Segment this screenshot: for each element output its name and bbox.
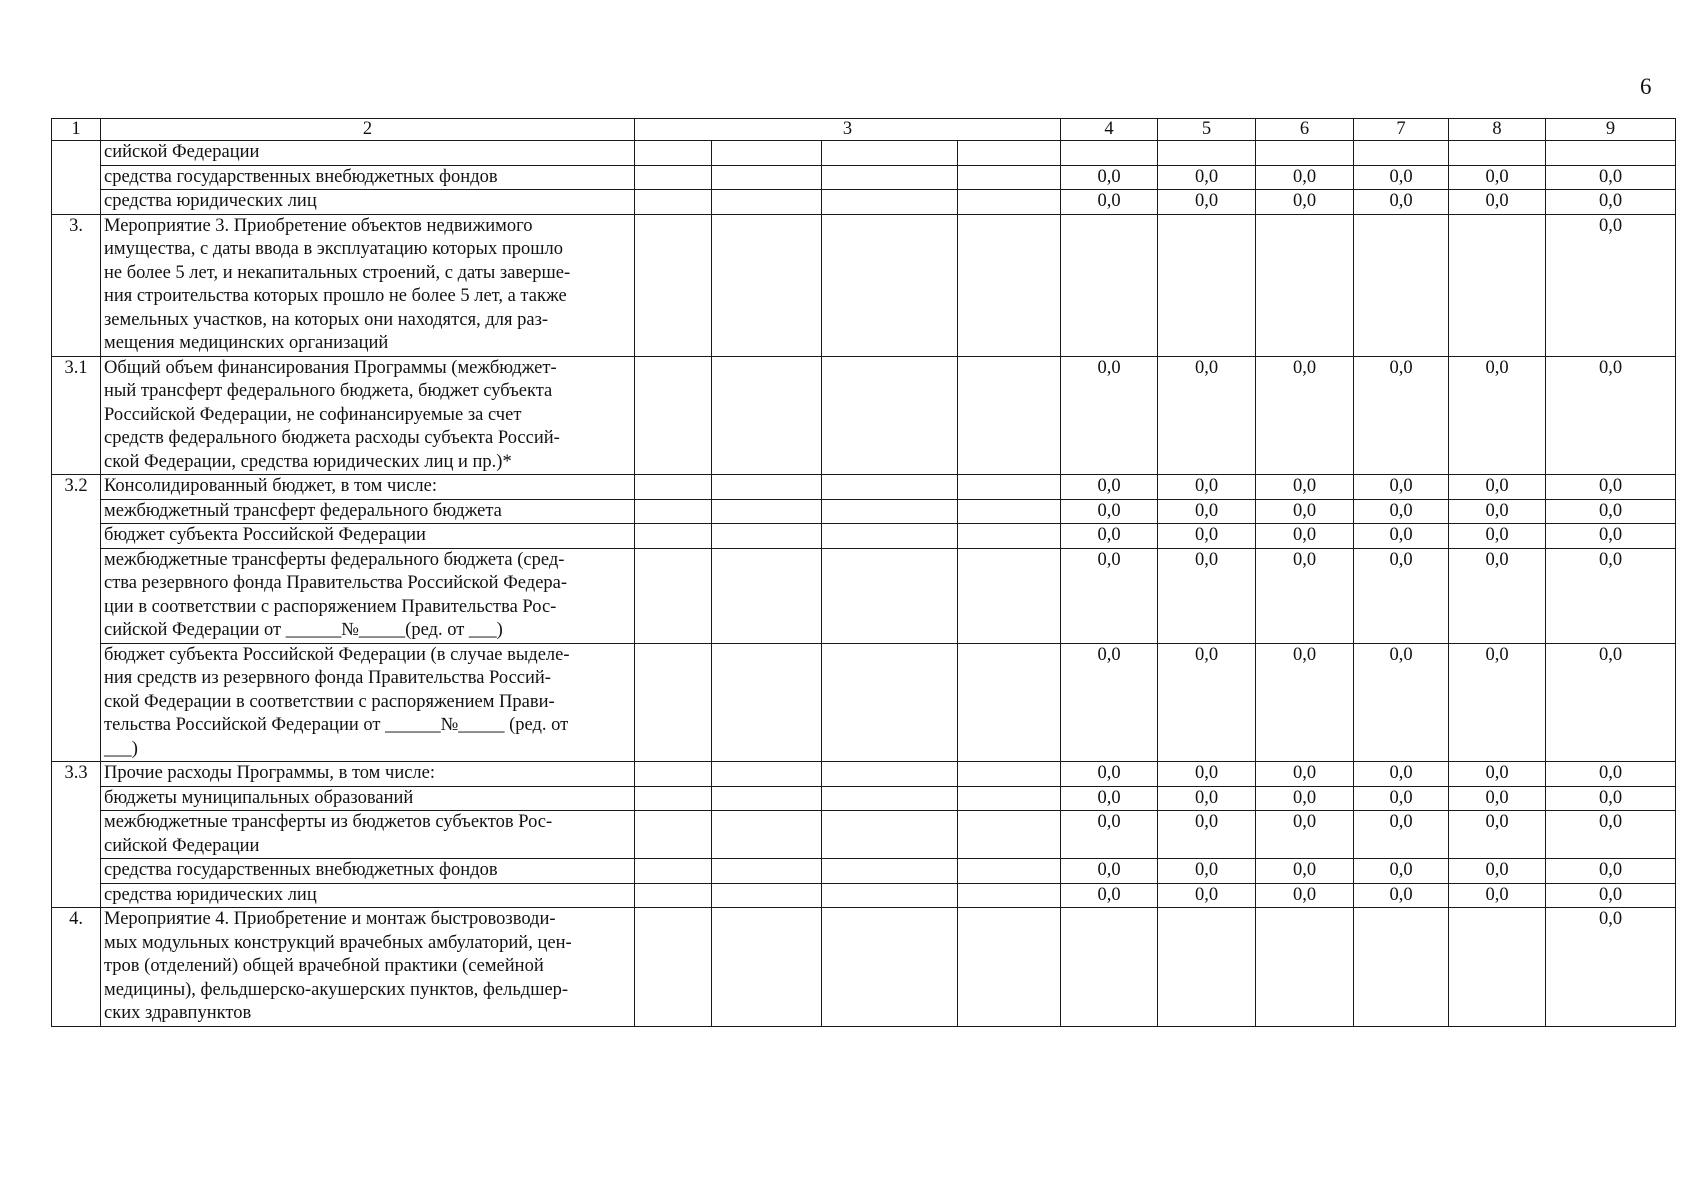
value-cell: 0,0 bbox=[1546, 811, 1676, 859]
value-cell bbox=[1061, 214, 1158, 356]
description-line: средств федерального бюджета расходы субъекта Россий- bbox=[104, 428, 560, 448]
description-line: сийской Федерации bbox=[104, 142, 260, 162]
description-line: ции в соответствии с распоряжением Правительства Рос- bbox=[104, 596, 557, 617]
value-cell: 0,0 bbox=[1449, 883, 1546, 908]
value-cell: 0,0 bbox=[1354, 190, 1449, 215]
value-cell: 0,0 bbox=[1061, 356, 1158, 475]
description-line: средства юридических лиц bbox=[104, 191, 317, 211]
blank-cell bbox=[712, 643, 822, 762]
header-cell: 7 bbox=[1354, 119, 1449, 141]
value-cell bbox=[1449, 141, 1546, 166]
table-row bbox=[52, 475, 1676, 500]
description-line: ___) bbox=[104, 738, 138, 759]
value-cell: 0,0 bbox=[1546, 908, 1676, 1027]
description-line: медицины), фельдшерско-акушерских пунктов, фельдшер- bbox=[104, 979, 569, 1000]
value-cell: 0,0 bbox=[1354, 643, 1449, 762]
row-number: 4. bbox=[52, 908, 101, 1027]
description-line: межбюджетные трансферты из бюджетов субъектов Рос- bbox=[104, 812, 553, 832]
header-cell: 1 bbox=[52, 119, 101, 141]
value-cell: 0,0 bbox=[1546, 859, 1676, 884]
row-description bbox=[101, 859, 635, 884]
value-cell: 0,0 bbox=[1449, 190, 1546, 215]
blank-cell bbox=[822, 475, 958, 500]
row-description bbox=[101, 883, 635, 908]
value-cell: 0,0 bbox=[1449, 762, 1546, 787]
header-cell: 4 bbox=[1061, 119, 1158, 141]
value-cell: 0,0 bbox=[1256, 190, 1354, 215]
page-number: 6 bbox=[1640, 74, 1652, 99]
value-cell: 0,0 bbox=[1354, 165, 1449, 190]
row-description bbox=[101, 786, 635, 811]
blank-cell bbox=[712, 883, 822, 908]
description-line: ния строительства которых прошло не более 5 лет, а также bbox=[104, 286, 567, 306]
value-cell: 0,0 bbox=[1449, 859, 1546, 884]
blank-cell bbox=[712, 190, 822, 215]
value-cell: 0,0 bbox=[1546, 548, 1676, 643]
description-line: ских здравпунктов bbox=[104, 1003, 252, 1023]
value-cell: 0,0 bbox=[1158, 499, 1256, 524]
row-description bbox=[101, 356, 635, 475]
blank-cell bbox=[712, 859, 822, 884]
value-cell: 0,0 bbox=[1546, 524, 1676, 549]
description-line: Российской Федерации, не софинансируемые за счет bbox=[104, 404, 522, 425]
table-row bbox=[52, 859, 1676, 884]
row-number: 3.2 bbox=[52, 475, 101, 500]
value-cell: 0,0 bbox=[1354, 524, 1449, 549]
header-cell: 2 bbox=[101, 119, 635, 141]
value-cell: 0,0 bbox=[1061, 190, 1158, 215]
blank-cell bbox=[712, 908, 822, 1027]
description-line: Консолидированный бюджет, в том числе: bbox=[104, 476, 438, 496]
row-number bbox=[52, 811, 101, 859]
blank-cell bbox=[635, 499, 712, 524]
blank-cell bbox=[958, 499, 1061, 524]
blank-cell bbox=[958, 524, 1061, 549]
description-line: средства государственных внебюджетных фондов bbox=[104, 860, 498, 880]
value-cell: 0,0 bbox=[1158, 548, 1256, 643]
row-number bbox=[52, 190, 101, 215]
header-cell: 3 bbox=[635, 119, 1061, 141]
description-line: земельных участков, на которых они находятся, для раз- bbox=[104, 309, 549, 330]
description-line: имущества, с даты ввода в эксплуатацию которых прошло bbox=[104, 239, 563, 259]
value-cell: 0,0 bbox=[1061, 524, 1158, 549]
blank-cell bbox=[712, 786, 822, 811]
value-cell: 0,0 bbox=[1449, 165, 1546, 190]
description-line: средства юридических лиц bbox=[104, 884, 317, 905]
blank-cell bbox=[635, 643, 712, 762]
value-cell: 0,0 bbox=[1546, 786, 1676, 811]
row-description bbox=[101, 475, 635, 500]
value-cell: 0,0 bbox=[1256, 499, 1354, 524]
description-line: не более 5 лет, и некапитальных строений, с даты заверше- bbox=[104, 262, 571, 283]
value-cell: 0,0 bbox=[1354, 499, 1449, 524]
header-cell: 5 bbox=[1158, 119, 1256, 141]
value-cell bbox=[1449, 214, 1546, 356]
value-cell: 0,0 bbox=[1061, 165, 1158, 190]
blank-cell bbox=[822, 786, 958, 811]
blank-cell bbox=[635, 190, 712, 215]
blank-cell bbox=[958, 859, 1061, 884]
blank-cell bbox=[712, 499, 822, 524]
blank-cell bbox=[635, 548, 712, 643]
header-row bbox=[52, 119, 1676, 141]
value-cell: 0,0 bbox=[1354, 548, 1449, 643]
value-cell bbox=[1354, 141, 1449, 166]
row-description bbox=[101, 214, 635, 356]
description-line: межбюджетные трансферты федерального бюджета (сред- bbox=[104, 549, 565, 570]
value-cell: 0,0 bbox=[1546, 214, 1676, 356]
header-cell: 8 bbox=[1449, 119, 1546, 141]
value-cell: 0,0 bbox=[1158, 475, 1256, 500]
value-cell: 0,0 bbox=[1354, 475, 1449, 500]
header-cell: 9 bbox=[1546, 119, 1676, 141]
blank-cell bbox=[712, 141, 822, 166]
value-cell bbox=[1158, 141, 1256, 166]
value-cell: 0,0 bbox=[1546, 356, 1676, 475]
table-row bbox=[52, 811, 1676, 859]
description-line: ный трансферт федерального бюджета, бюджет субъекта bbox=[104, 381, 553, 401]
blank-cell bbox=[822, 762, 958, 787]
blank-cell bbox=[822, 548, 958, 643]
description-line: бюджет субъекта Российской Федерации (в случае выделе- bbox=[104, 644, 570, 665]
row-number bbox=[52, 524, 101, 549]
value-cell: 0,0 bbox=[1546, 643, 1676, 762]
value-cell: 0,0 bbox=[1061, 762, 1158, 787]
value-cell: 0,0 bbox=[1546, 475, 1676, 500]
table-row bbox=[52, 786, 1676, 811]
value-cell: 0,0 bbox=[1256, 548, 1354, 643]
blank-cell bbox=[822, 165, 958, 190]
value-cell: 0,0 bbox=[1256, 811, 1354, 859]
blank-cell bbox=[822, 908, 958, 1027]
blank-cell bbox=[712, 356, 822, 475]
blank-cell bbox=[712, 762, 822, 787]
blank-cell bbox=[712, 548, 822, 643]
table-row bbox=[52, 762, 1676, 787]
row-number bbox=[52, 786, 101, 811]
value-cell: 0,0 bbox=[1256, 475, 1354, 500]
value-cell: 0,0 bbox=[1061, 548, 1158, 643]
blank-cell bbox=[635, 475, 712, 500]
row-number: 3.1 bbox=[52, 356, 101, 475]
value-cell: 0,0 bbox=[1449, 811, 1546, 859]
value-cell: 0,0 bbox=[1449, 475, 1546, 500]
description-line: мых модульных конструкций врачебных амбулаторий, цен- bbox=[104, 932, 572, 953]
blank-cell bbox=[822, 524, 958, 549]
blank-cell bbox=[635, 762, 712, 787]
row-number bbox=[52, 499, 101, 524]
blank-cell bbox=[958, 548, 1061, 643]
blank-cell bbox=[822, 499, 958, 524]
value-cell bbox=[1449, 908, 1546, 1027]
blank-cell bbox=[635, 165, 712, 190]
description-line: ской Федерации в соответствии с распоряжением Прави- bbox=[104, 691, 555, 712]
row-number bbox=[52, 141, 101, 166]
table-row bbox=[52, 214, 1676, 356]
table-row bbox=[52, 883, 1676, 908]
value-cell: 0,0 bbox=[1354, 762, 1449, 787]
value-cell: 0,0 bbox=[1354, 859, 1449, 884]
blank-cell bbox=[958, 883, 1061, 908]
blank-cell bbox=[712, 165, 822, 190]
value-cell bbox=[1061, 908, 1158, 1027]
value-cell bbox=[1158, 214, 1256, 356]
value-cell bbox=[1061, 141, 1158, 166]
value-cell: 0,0 bbox=[1546, 165, 1676, 190]
value-cell bbox=[1158, 908, 1256, 1027]
value-cell: 0,0 bbox=[1158, 883, 1256, 908]
blank-cell bbox=[958, 190, 1061, 215]
row-number bbox=[52, 548, 101, 643]
blank-cell bbox=[635, 214, 712, 356]
value-cell: 0,0 bbox=[1061, 786, 1158, 811]
description-line: ства резервного фонда Правительства Российской Федера- bbox=[104, 573, 568, 593]
blank-cell bbox=[822, 643, 958, 762]
value-cell: 0,0 bbox=[1256, 524, 1354, 549]
header-cell: 6 bbox=[1256, 119, 1354, 141]
value-cell: 0,0 bbox=[1256, 883, 1354, 908]
blank-cell bbox=[635, 859, 712, 884]
value-cell bbox=[1256, 141, 1354, 166]
value-cell bbox=[1354, 214, 1449, 356]
description-line: средства государственных внебюджетных фондов bbox=[104, 166, 498, 187]
description-line: Прочие расходы Программы, в том числе: bbox=[104, 763, 436, 783]
blank-cell bbox=[958, 908, 1061, 1027]
value-cell bbox=[1546, 141, 1676, 166]
value-cell: 0,0 bbox=[1158, 524, 1256, 549]
description-line: бюджеты муниципальных образований bbox=[104, 787, 414, 808]
row-description bbox=[101, 811, 635, 859]
value-cell: 0,0 bbox=[1546, 499, 1676, 524]
row-description bbox=[101, 643, 635, 762]
description-line: тров (отделений) общей врачебной практики (семейной bbox=[104, 956, 544, 976]
value-cell: 0,0 bbox=[1061, 811, 1158, 859]
blank-cell bbox=[635, 524, 712, 549]
value-cell: 0,0 bbox=[1256, 643, 1354, 762]
row-description bbox=[101, 762, 635, 787]
value-cell: 0,0 bbox=[1158, 643, 1256, 762]
blank-cell bbox=[958, 165, 1061, 190]
description-line: ния средств из резервного фонда Правительства Россий- bbox=[104, 668, 551, 688]
blank-cell bbox=[958, 356, 1061, 475]
row-number bbox=[52, 883, 101, 908]
value-cell: 0,0 bbox=[1158, 786, 1256, 811]
row-number bbox=[52, 859, 101, 884]
row-description bbox=[101, 165, 635, 190]
blank-cell bbox=[822, 356, 958, 475]
blank-cell bbox=[712, 214, 822, 356]
value-cell: 0,0 bbox=[1256, 859, 1354, 884]
row-description bbox=[101, 524, 635, 549]
value-cell: 0,0 bbox=[1354, 356, 1449, 475]
value-cell: 0,0 bbox=[1061, 643, 1158, 762]
value-cell: 0,0 bbox=[1158, 859, 1256, 884]
blank-cell bbox=[822, 811, 958, 859]
blank-cell bbox=[712, 811, 822, 859]
table-row bbox=[52, 499, 1676, 524]
row-description bbox=[101, 141, 635, 166]
blank-cell bbox=[635, 786, 712, 811]
value-cell: 0,0 bbox=[1449, 786, 1546, 811]
value-cell bbox=[1256, 908, 1354, 1027]
description-line: бюджет субъекта Российской Федерации bbox=[104, 525, 426, 545]
row-number bbox=[52, 165, 101, 190]
table-row bbox=[52, 524, 1676, 549]
blank-cell bbox=[712, 524, 822, 549]
table-row bbox=[52, 356, 1676, 475]
description-line: мещения медицинских организаций bbox=[104, 333, 389, 353]
table-row bbox=[52, 165, 1676, 190]
value-cell: 0,0 bbox=[1449, 548, 1546, 643]
blank-cell bbox=[635, 811, 712, 859]
row-description bbox=[101, 908, 635, 1027]
description-line: Мероприятие 4. Приобретение и монтаж быстровозводи- bbox=[104, 909, 556, 929]
value-cell bbox=[1354, 908, 1449, 1027]
value-cell bbox=[1256, 214, 1354, 356]
value-cell: 0,0 bbox=[1546, 190, 1676, 215]
blank-cell bbox=[822, 859, 958, 884]
table-row bbox=[52, 908, 1676, 1027]
value-cell: 0,0 bbox=[1158, 190, 1256, 215]
blank-cell bbox=[958, 214, 1061, 356]
description-line: сийской Федерации от ______№_____(ред. от ___) bbox=[104, 620, 503, 640]
description-line: тельства Российской Федерации от ______№_____ (ред. от bbox=[104, 715, 569, 735]
value-cell: 0,0 bbox=[1546, 762, 1676, 787]
blank-cell bbox=[958, 643, 1061, 762]
value-cell: 0,0 bbox=[1354, 883, 1449, 908]
row-description bbox=[101, 190, 635, 215]
blank-cell bbox=[822, 883, 958, 908]
value-cell: 0,0 bbox=[1354, 811, 1449, 859]
value-cell: 0,0 bbox=[1449, 499, 1546, 524]
description-line: сийской Федерации bbox=[104, 835, 260, 856]
table-row bbox=[52, 141, 1676, 166]
blank-cell bbox=[958, 762, 1061, 787]
row-number bbox=[52, 643, 101, 762]
value-cell: 0,0 bbox=[1158, 762, 1256, 787]
blank-cell bbox=[822, 214, 958, 356]
blank-cell bbox=[822, 141, 958, 166]
value-cell: 0,0 bbox=[1061, 883, 1158, 908]
value-cell: 0,0 bbox=[1061, 499, 1158, 524]
description-line: Общий объем финансирования Программы (межбюджет- bbox=[104, 357, 557, 378]
value-cell: 0,0 bbox=[1061, 859, 1158, 884]
blank-cell bbox=[635, 356, 712, 475]
blank-cell bbox=[712, 475, 822, 500]
value-cell: 0,0 bbox=[1256, 356, 1354, 475]
row-description bbox=[101, 499, 635, 524]
table-row bbox=[52, 643, 1676, 762]
row-number: 3.3 bbox=[52, 762, 101, 787]
value-cell: 0,0 bbox=[1354, 786, 1449, 811]
blank-cell bbox=[635, 908, 712, 1027]
blank-cell bbox=[958, 475, 1061, 500]
value-cell: 0,0 bbox=[1449, 356, 1546, 475]
value-cell: 0,0 bbox=[1256, 762, 1354, 787]
table-row bbox=[52, 190, 1676, 215]
blank-cell bbox=[635, 883, 712, 908]
value-cell: 0,0 bbox=[1256, 165, 1354, 190]
value-cell: 0,0 bbox=[1256, 786, 1354, 811]
blank-cell bbox=[958, 786, 1061, 811]
value-cell: 0,0 bbox=[1546, 883, 1676, 908]
value-cell: 0,0 bbox=[1061, 475, 1158, 500]
description-line: ской Федерации, средства юридических лиц и пр.)* bbox=[104, 451, 512, 472]
blank-cell bbox=[958, 811, 1061, 859]
description-line: Мероприятие 3. Приобретение объектов недвижимого bbox=[104, 215, 533, 236]
budget-table bbox=[51, 118, 1676, 1027]
value-cell: 0,0 bbox=[1449, 643, 1546, 762]
blank-cell bbox=[635, 141, 712, 166]
row-description bbox=[101, 548, 635, 643]
value-cell: 0,0 bbox=[1449, 524, 1546, 549]
description-line: межбюджетный трансферт федерального бюджета bbox=[104, 500, 502, 521]
value-cell: 0,0 bbox=[1158, 811, 1256, 859]
value-cell: 0,0 bbox=[1158, 356, 1256, 475]
table-row bbox=[52, 548, 1676, 643]
value-cell: 0,0 bbox=[1158, 165, 1256, 190]
blank-cell bbox=[958, 141, 1061, 166]
blank-cell bbox=[822, 190, 958, 215]
row-number: 3. bbox=[52, 214, 101, 356]
